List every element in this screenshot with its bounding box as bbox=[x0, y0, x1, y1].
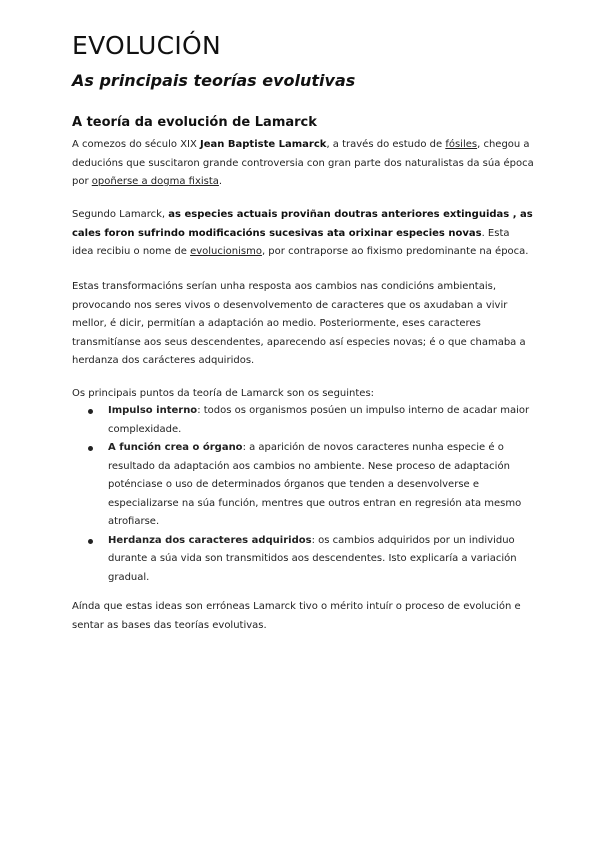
idea-text-3: , por contraporse ao fixismo predominante na época. bbox=[261, 246, 529, 257]
bullet-icon bbox=[88, 446, 93, 451]
lamarck-points-list bbox=[86, 402, 534, 587]
intro-text-1: A comezos do século XIX bbox=[72, 139, 201, 150]
fosiles-term: fósiles bbox=[445, 139, 478, 150]
list-item-term: Herdanza dos caracteres adquiridos bbox=[108, 534, 312, 546]
idea-text-1: Segundo Lamarck, bbox=[72, 209, 169, 220]
intro-text-2: , a través do estudo de bbox=[326, 139, 446, 150]
list-item-text: : a aparición de novos caracteres nunha especie é o resultado da adaptación aos cambios no ambiente. Nese proceso de adaptación poténciase o uso de determinados órganos que tenden a desenvolverse e especializarse na súa función, mentres que outros entran en regresión ata mesmo atrofiarse. bbox=[108, 442, 522, 527]
list-item-term: A función crea o órgano bbox=[108, 442, 243, 453]
list-item-term: Impulso interno bbox=[108, 405, 198, 416]
page-title: EVOLUCIÓN bbox=[72, 31, 222, 60]
paragraph-intro bbox=[72, 136, 534, 192]
bullet-icon bbox=[88, 539, 93, 544]
paragraph-list-intro: Os principais puntos da teoría de Lamarck son os seguintes: bbox=[72, 388, 375, 399]
list-item bbox=[86, 439, 534, 532]
idea-bold-statement: as especies actuais proviñan doutras anteriores extinguidas , as cales foron sufrindo modificacións sucesivas ata orixinar especies novas bbox=[72, 209, 533, 239]
bullet-icon bbox=[88, 409, 93, 414]
intro-text-4: . bbox=[218, 176, 223, 187]
list-item-text: : os cambios adquiridos por un individuo durante a súa vida son transmitidos aos descendentes. Isto explicaría a variación gradual. bbox=[108, 534, 517, 583]
evolucionismo-term: evolucionismo bbox=[190, 246, 262, 257]
page-subtitle: As principais teorías evolutivas bbox=[72, 71, 356, 90]
list-item bbox=[86, 402, 534, 439]
list-item-text: : todos os organismos posúen un impulso interno de acadar maior complexidade. bbox=[108, 405, 530, 435]
idea-text-2: . Esta idea recibiu o nome de bbox=[72, 227, 510, 257]
intro-text-3: , chegou a deducións que suscitaron grande controversia con gran parte dos naturalistas da súa época por bbox=[72, 139, 534, 187]
list-item bbox=[86, 532, 534, 588]
dogma-fixista-term: opoñerse a dogma fixista bbox=[91, 176, 219, 187]
paragraph-lamarck-idea bbox=[72, 206, 534, 262]
paragraph-transformations: Estas transformacións serían unha resposta aos cambios nas condicións ambientais, provocando nos seres vivos o desenvolvemento de caracteres que os axudaban a vivir mellor, é dicir, permitían a adaptación ao medio. Posteriormente, eses caracteres transmitíanse aos seus descendentes, aparecendo así especies novas; é o que chamaba a herdanza dos carácteres adquiridos. bbox=[72, 281, 526, 366]
paragraph-conclusion: Aínda que estas ideas son erróneas Lamarck tivo o mérito intuír o proceso de evolución e sentar as bases das teorías evolutivas. bbox=[72, 601, 521, 631]
lamarck-name: Jean Baptiste Lamarck bbox=[200, 139, 327, 150]
section-title: A teoría da evolución de Lamarck bbox=[72, 115, 317, 130]
